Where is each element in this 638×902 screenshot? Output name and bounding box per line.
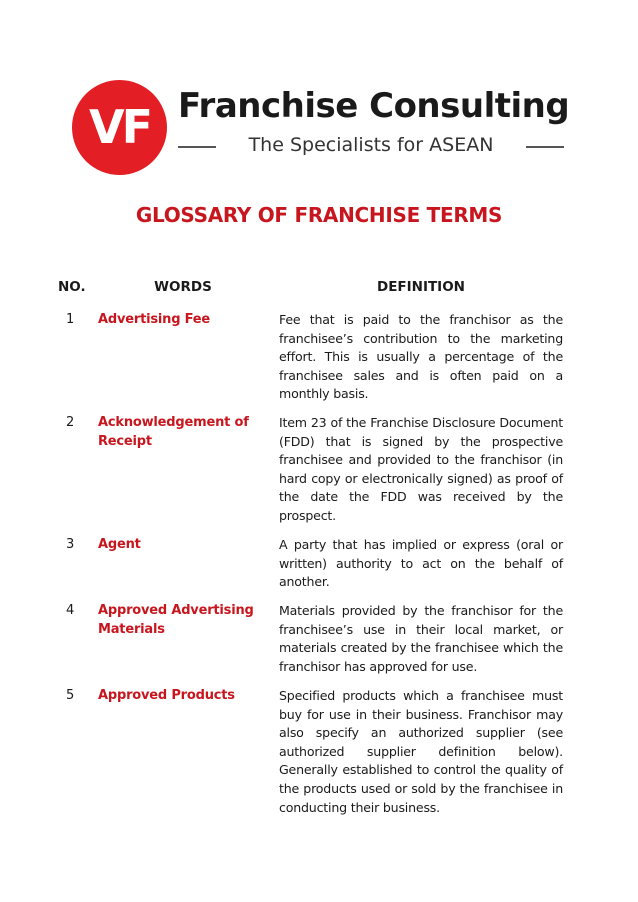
entry-word: Approved Advertising Materials bbox=[98, 603, 254, 637]
entry-definition: Fee that is paid to the franchisor as the franchisee’s contribution to the marketing effort. This is usually a percentage of the franchisee sales and is often paid on a monthly basis. bbox=[279, 312, 563, 402]
column-header-no: NO. bbox=[58, 279, 86, 295]
vf-logo-mark bbox=[72, 80, 167, 175]
entry-definition: A party that has implied or express (oral or written) authority to act on the behalf of another. bbox=[279, 537, 563, 590]
tagline-rule-right bbox=[526, 146, 564, 148]
header-logo bbox=[72, 72, 572, 172]
tagline-rule-left bbox=[178, 146, 216, 148]
document-title: GLOSSARY OF FRANCHISE TERMS bbox=[135, 203, 503, 227]
tagline-row bbox=[178, 134, 564, 160]
entry-number: 4 bbox=[66, 603, 75, 618]
entry-number: 2 bbox=[66, 415, 75, 430]
entry-definition: Materials provided by the franchisor for the franchisee’s use in their local market, or materials created by the franchisee which the franchisor has approved for use. bbox=[279, 603, 563, 674]
entry-number: 5 bbox=[66, 688, 75, 703]
brand-tagline: The Specialists for ASEAN bbox=[248, 134, 494, 156]
entry-number: 1 bbox=[66, 312, 75, 327]
entry-definition: Specified products which a franchisee must buy for use in their business. Franchisor may also specify an authorized supplier (see authorized supplier definition below). Generally established to control the quality of the products used or sold by the franchisee in conducting their business. bbox=[279, 688, 563, 815]
entry-definition: Item 23 of the Franchise Disclosure Document (FDD) that is signed by the prospective franchisee and provided to the franchisor (in hard copy or electronically signed) as proof of the date the FDD was received by the prospect. bbox=[279, 415, 563, 523]
entry-word: Approved Products bbox=[98, 688, 235, 703]
entry-word: Advertising Fee bbox=[98, 312, 211, 327]
entry-word: Agent bbox=[98, 537, 141, 552]
entry-word: Acknowledgement of Receipt bbox=[98, 415, 249, 449]
column-header-definition: DEFINITION bbox=[376, 279, 465, 295]
logo-mark-text: VF bbox=[88, 100, 151, 154]
column-header-words: WORDS bbox=[154, 279, 212, 295]
brand-name: Franchise Consulting bbox=[178, 86, 570, 126]
entry-number: 3 bbox=[66, 537, 75, 552]
